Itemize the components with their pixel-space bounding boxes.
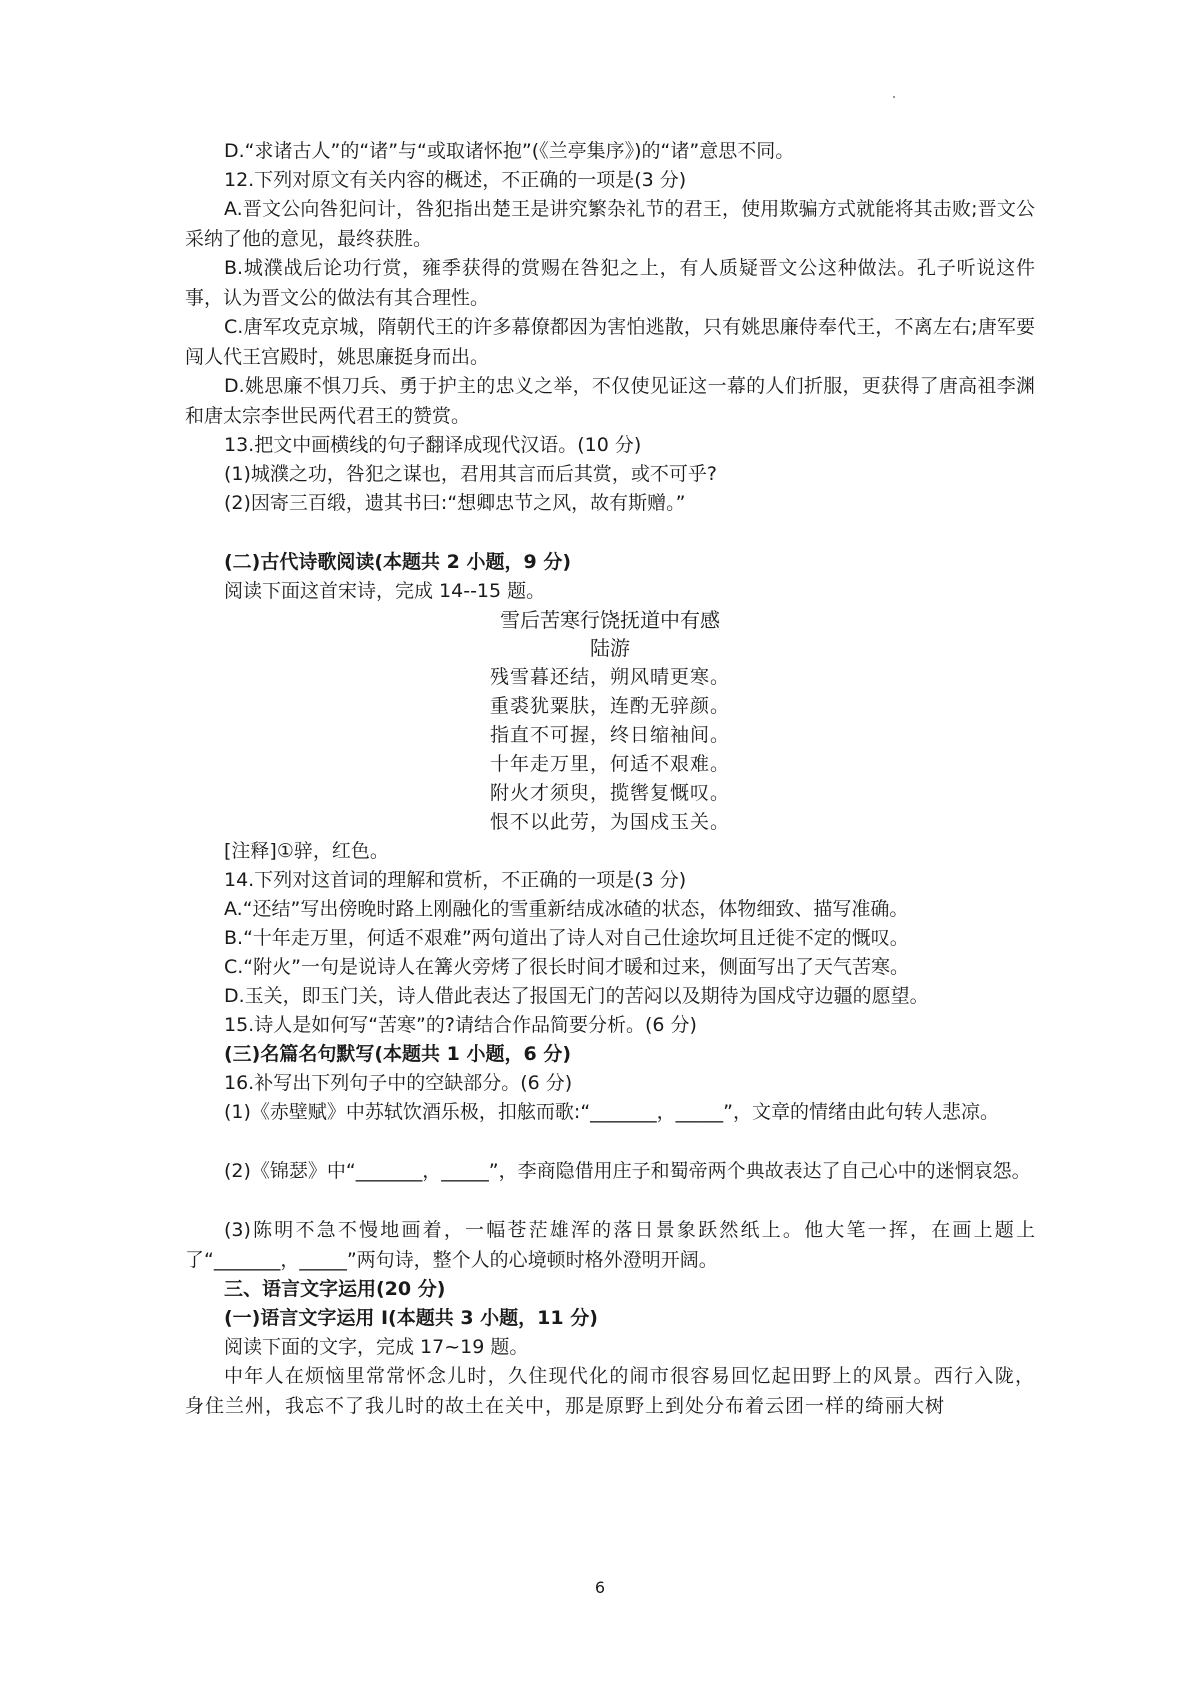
poem-line: 指直不可握，终日缩袖间。	[489, 724, 730, 746]
poem-note: [注释]①骍，红色。	[224, 840, 389, 862]
question-16: 16.补写出下列句子中的空缺部分。(6 分)	[224, 1072, 573, 1094]
poem-line: 十年走万里，何适不艰难。	[489, 753, 730, 775]
question-13-2: (2)因寄三百缎，遗其书曰:“想卿忠节之风，故有斯赠。”	[224, 492, 686, 514]
question-16-3: (3)陈明不急不慢地画着，一幅苍茫雄浑的落日景象跃然纸上。他大笔一挥，在画上题上了“_______，_____”两句诗，整个人的心境顿时格外澄明开阔。	[185, 1219, 1035, 1271]
question-13-1: (1)城濮之功，咎犯之谋也，君用其言而后其赏，或不可乎?	[224, 463, 717, 485]
option-14a: A.“还结”写出傍晚时路上刚融化的雪重新结成冰碴的状态，体物细致、描写准确。	[224, 898, 909, 920]
poem-line: 残雪暮还结，朔风晴更寒。	[489, 666, 730, 688]
reading-passage: 中年人在烦恼里常常怀念儿时，久住现代化的闹市很容易回忆起田野上的风景。西行入陇，身住兰州，我忘不了我儿时的故土在关中，那是原野上到处分布着云团一样的绮丽大树	[185, 1365, 1035, 1417]
poem-line: 附火才须臾，揽辔复慨叹。	[489, 782, 730, 804]
passage-instruction: 阅读下面的文字，完成 17~19 题。	[224, 1336, 529, 1358]
question-12: 12.下列对原文有关内容的概述，不正确的一项是(3 分)	[224, 169, 687, 191]
question-16-1: (1)《赤壁赋》中苏轼饮酒乐极，扣舷而歌:“_______，_____”，文章的情绪由此句转人悲凉。	[224, 1101, 1000, 1123]
option-14c: C.“附火”一句是说诗人在篝火旁烤了很长时间才暖和过来，侧面写出了天气苦寒。	[224, 956, 909, 978]
question-13: 13.把文中画横线的句子翻译成现代汉语。(10 分)	[224, 434, 642, 456]
poem-title: 雪后苦寒行饶抚道中有感	[500, 608, 720, 632]
poem-line: 重裘犹粟肤，连酌无骍颜。	[489, 695, 730, 717]
poem-line: 恨不以此劳，为国戍玉关。	[489, 811, 730, 833]
option-14d: D.玉关，即玉门关，诗人借此表达了报国无门的苦闷以及期待为国戍守边疆的愿望。	[224, 985, 929, 1007]
question-15: 15.诗人是如何写“苦寒”的?请结合作品简要分析。(6 分)	[224, 1014, 697, 1036]
option-12a: A.晋文公向咎犯问计，咎犯指出楚王是讲究繁杂礼节的君王，使用欺骗方式就能将其击败;晋文公采纳了他的意见，最终获胜。	[185, 198, 1035, 250]
section-language-heading: (一)语言文字运用 I(本题共 3 小题，11 分)	[224, 1307, 598, 1329]
scan-speck	[893, 96, 895, 98]
section-poetry-heading: (二)古代诗歌阅读(本题共 2 小题，9 分)	[224, 551, 572, 573]
option-12d: D.姚思廉不惧刀兵、勇于护主的忠义之举，不仅使见证这一幕的人们折服，更获得了唐高祖李渊和唐太宗李世民两代君王的赞赏。	[185, 375, 1035, 427]
question-14: 14.下列对这首词的理解和赏析，不正确的一项是(3 分)	[224, 869, 687, 891]
poem-instruction: 阅读下面这首宋诗，完成 14--15 题。	[224, 580, 546, 602]
option-12b: B.城濮战后论功行赏，雍季获得的赏赐在咎犯之上，有人质疑晋文公这种做法。孔子听说这件事，认为晋文公的做法有其合理性。	[185, 257, 1035, 309]
option-11d: D.“求诸古人”的“诸”与“或取诸怀抱”(《兰亭集序》)的“诸”意思不同。	[224, 140, 795, 162]
section-recitation-heading: (三)名篇名句默写(本题共 1 小题，6 分)	[224, 1043, 572, 1065]
question-16-2: (2)《锦瑟》中“_______，_____”，李商隐借用庄子和蜀帝两个典故表达了自己心中的迷惘哀怨。	[224, 1160, 1031, 1182]
option-14b: B.“十年走万里，何适不艰难”两句道出了诗人对自己仕途坎坷且迁徙不定的慨叹。	[224, 927, 909, 949]
option-12c: C.唐军攻克京城，隋朝代王的许多幕僚都因为害怕逃散，只有姚思廉侍奉代王，不离左右;唐军要闯人代王宫殿时，姚思廉挺身而出。	[185, 316, 1035, 368]
poem-author: 陆游	[590, 636, 630, 660]
page-number: 6	[594, 1578, 606, 1597]
part-three-heading: 三、语言文字运用(20 分)	[224, 1278, 446, 1300]
